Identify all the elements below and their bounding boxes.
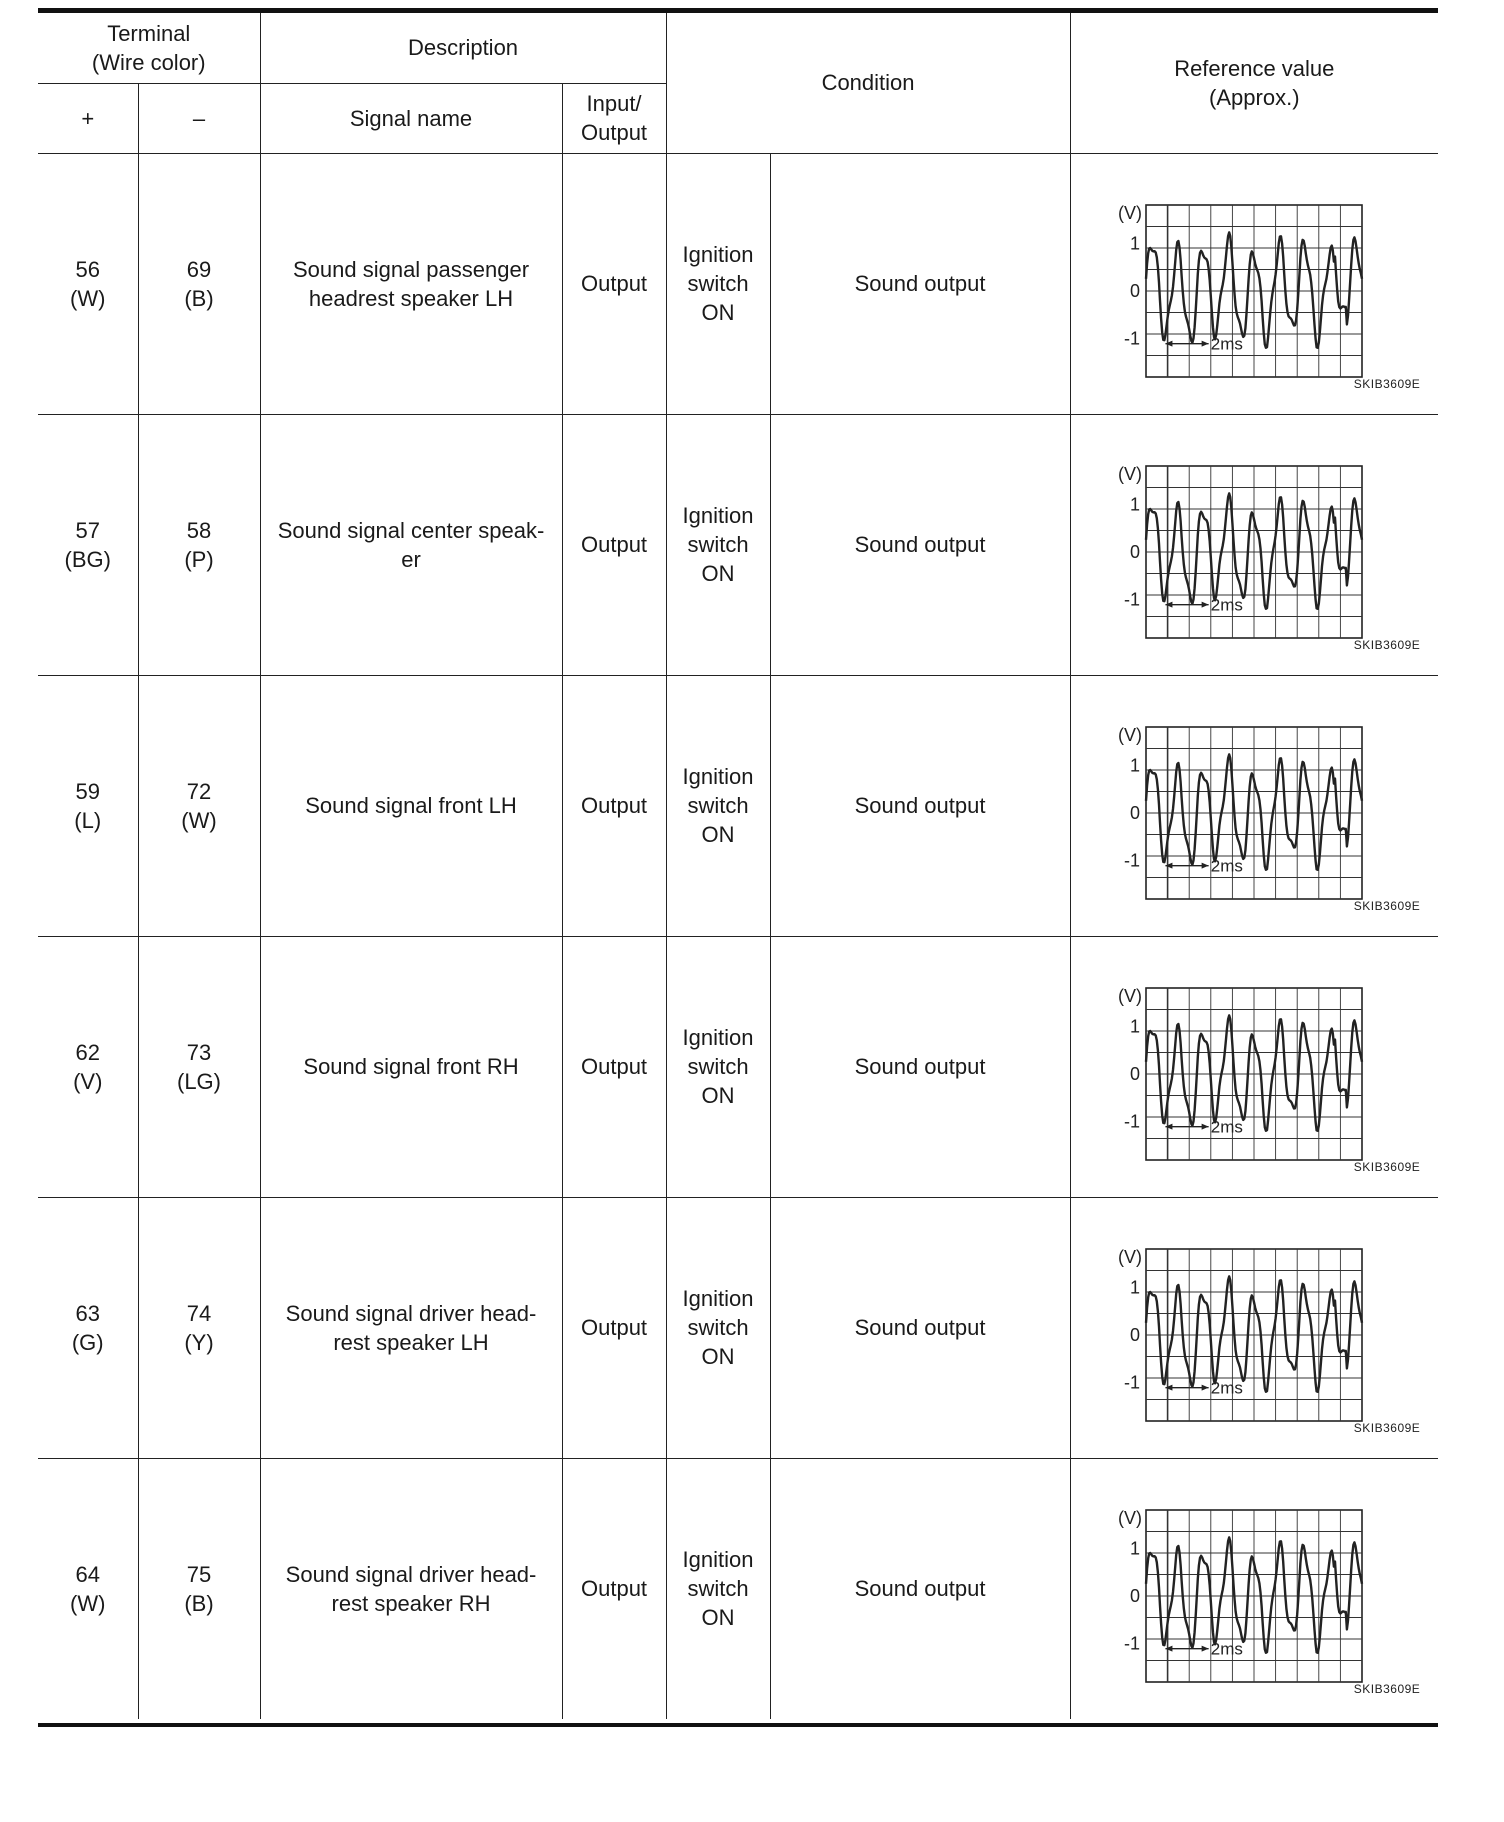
plus-wire-color: (L) [74, 807, 102, 833]
waveform-graph [1074, 159, 1434, 409]
arrow-head-right [1202, 1384, 1209, 1390]
y-axis-unit: (V) [1118, 1246, 1143, 1267]
y-tick-label: -1 [1124, 1632, 1141, 1653]
condition-state-cell: Sound output [770, 1197, 1070, 1458]
signal-name-cell: Sound signal driver head- rest speaker LH [260, 1197, 562, 1458]
arrow-head-left [1166, 601, 1173, 607]
minus-terminal-number: 74 [186, 1300, 212, 1326]
minus-terminal-cell [138, 153, 260, 414]
time-scale-label: 2ms [1211, 1117, 1244, 1137]
y-tick-label: 0 [1130, 1063, 1141, 1084]
reference-value-cell [1070, 936, 1438, 1197]
y-tick-label: 1 [1130, 755, 1141, 776]
plus-terminal-cell [38, 936, 138, 1197]
minus-header: – [138, 83, 260, 153]
minus-wire-color: (LG) [177, 1068, 221, 1094]
y-tick-label: 0 [1130, 802, 1141, 823]
condition-cell: Ignition switch ON [666, 675, 770, 936]
figure-code: SKIB3609E [1353, 1420, 1421, 1435]
y-tick-label: 0 [1130, 541, 1141, 562]
y-tick-label: -1 [1124, 849, 1141, 870]
waveform-graph [1074, 681, 1434, 931]
y-axis-unit: (V) [1118, 202, 1143, 223]
bottom-rule [38, 1723, 1438, 1727]
reference-value-cell [1070, 1197, 1438, 1458]
figure-code: SKIB3609E [1353, 898, 1421, 913]
plus-terminal-number: 62 [75, 1039, 100, 1065]
input-output-header: Input/ Output [562, 83, 666, 153]
y-tick-label: 0 [1130, 1585, 1141, 1606]
time-scale-label: 2ms [1211, 856, 1244, 876]
table-row [38, 1458, 1438, 1719]
y-tick-label: 1 [1130, 233, 1141, 254]
signal-name-cell: Sound signal passenger headrest speaker LH [260, 153, 562, 414]
minus-wire-color: (P) [184, 546, 214, 572]
plus-terminal-cell [38, 153, 138, 414]
plus-wire-color: (W) [70, 285, 106, 311]
y-tick-label: 1 [1130, 1538, 1141, 1559]
minus-terminal-cell [138, 1197, 260, 1458]
condition-cell: Ignition switch ON [666, 1197, 770, 1458]
input-output-cell: Output [562, 1197, 666, 1458]
plus-wire-color: (G) [71, 1329, 104, 1355]
minus-terminal-cell [138, 1458, 260, 1719]
table-row [38, 936, 1438, 1197]
minus-terminal-number: 58 [186, 517, 212, 543]
y-axis-unit: (V) [1118, 463, 1143, 484]
terminal-spec-table [38, 13, 1438, 1719]
minus-terminal-number: 73 [186, 1039, 212, 1065]
minus-wire-color: (W) [181, 807, 217, 833]
y-tick-label: -1 [1124, 1371, 1141, 1392]
y-tick-label: 1 [1130, 1016, 1141, 1037]
table-row [38, 414, 1438, 675]
minus-terminal-number: 75 [186, 1561, 212, 1587]
y-axis-unit: (V) [1118, 985, 1143, 1006]
y-axis-unit: (V) [1118, 1507, 1143, 1528]
plus-terminal-number: 56 [75, 256, 100, 282]
table-row [38, 1197, 1438, 1458]
description-header: Description [260, 13, 666, 83]
minus-wire-color: (Y) [184, 1329, 214, 1355]
condition-cell: Ignition switch ON [666, 936, 770, 1197]
input-output-cell: Output [562, 1458, 666, 1719]
plus-terminal-number: 64 [75, 1561, 100, 1587]
input-output-cell: Output [562, 414, 666, 675]
arrow-head-right [1202, 862, 1209, 868]
minus-wire-color: (B) [184, 1590, 214, 1616]
time-scale-label: 2ms [1211, 1639, 1244, 1659]
condition-state-cell: Sound output [770, 936, 1070, 1197]
figure-code: SKIB3609E [1353, 1681, 1421, 1696]
signal-name-cell: Sound signal front LH [260, 675, 562, 936]
y-tick-label: 1 [1130, 1277, 1141, 1298]
time-scale-label: 2ms [1211, 334, 1244, 354]
figure-code: SKIB3609E [1353, 1159, 1421, 1174]
arrow-head-right [1202, 601, 1209, 607]
waveform-graph [1074, 420, 1434, 670]
input-output-cell: Output [562, 675, 666, 936]
table-row [38, 153, 1438, 414]
y-tick-label: 0 [1130, 1324, 1141, 1345]
time-scale-label: 2ms [1211, 595, 1244, 615]
arrow-head-right [1202, 1123, 1209, 1129]
reference-value-header: Reference value (Approx.) [1070, 13, 1438, 153]
reference-value-cell [1070, 675, 1438, 936]
reference-value-cell [1070, 153, 1438, 414]
signal-name-cell: Sound signal center speak- er [260, 414, 562, 675]
plus-terminal-cell [38, 1458, 138, 1719]
y-tick-label: 0 [1130, 280, 1141, 301]
plus-wire-color: (BG) [64, 546, 111, 572]
signal-name-cell: Sound signal driver head- rest speaker RH [260, 1458, 562, 1719]
input-output-cell: Output [562, 936, 666, 1197]
condition-state-cell: Sound output [770, 675, 1070, 936]
condition-state-cell: Sound output [770, 414, 1070, 675]
waveform-graph [1074, 1464, 1434, 1714]
plus-terminal-number: 63 [75, 1300, 100, 1326]
waveform-graph [1074, 1203, 1434, 1453]
condition-state-cell: Sound output [770, 1458, 1070, 1719]
minus-terminal-number: 69 [186, 256, 212, 282]
arrow-head-left [1166, 1645, 1173, 1651]
arrow-head-left [1166, 1123, 1173, 1129]
table-row [38, 675, 1438, 936]
y-tick-label: -1 [1124, 588, 1141, 609]
condition-cell: Ignition switch ON [666, 1458, 770, 1719]
plus-terminal-number: 57 [75, 517, 100, 543]
arrow-head-right [1202, 340, 1209, 346]
y-tick-label: -1 [1124, 327, 1141, 348]
condition-state-cell: Sound output [770, 153, 1070, 414]
input-output-cell: Output [562, 153, 666, 414]
plus-terminal-number: 59 [75, 778, 100, 804]
y-tick-label: -1 [1124, 1110, 1141, 1131]
minus-terminal-cell [138, 675, 260, 936]
figure-code: SKIB3609E [1353, 376, 1421, 391]
reference-value-cell [1070, 414, 1438, 675]
signal-name-cell: Sound signal front RH [260, 936, 562, 1197]
figure-code: SKIB3609E [1353, 637, 1421, 652]
minus-terminal-cell [138, 936, 260, 1197]
plus-terminal-cell [38, 1197, 138, 1458]
plus-wire-color: (W) [70, 1590, 106, 1616]
time-scale-label: 2ms [1211, 1378, 1244, 1398]
condition-header: Condition [666, 13, 1070, 153]
arrow-head-right [1202, 1645, 1209, 1651]
arrow-head-left [1166, 340, 1173, 346]
reference-value-cell [1070, 1458, 1438, 1719]
y-tick-label: 1 [1130, 494, 1141, 515]
condition-cell: Ignition switch ON [666, 153, 770, 414]
plus-terminal-cell [38, 414, 138, 675]
condition-cell: Ignition switch ON [666, 414, 770, 675]
plus-header: + [38, 83, 138, 153]
minus-terminal-number: 72 [186, 778, 212, 804]
terminal-header: Terminal (Wire color) [38, 13, 260, 83]
plus-terminal-cell [38, 675, 138, 936]
waveform-graph [1074, 942, 1434, 1192]
minus-wire-color: (B) [184, 285, 214, 311]
signal-name-header: Signal name [260, 83, 562, 153]
arrow-head-left [1166, 862, 1173, 868]
arrow-head-left [1166, 1384, 1173, 1390]
minus-terminal-cell [138, 414, 260, 675]
y-axis-unit: (V) [1118, 724, 1143, 745]
plus-wire-color: (V) [73, 1068, 103, 1094]
